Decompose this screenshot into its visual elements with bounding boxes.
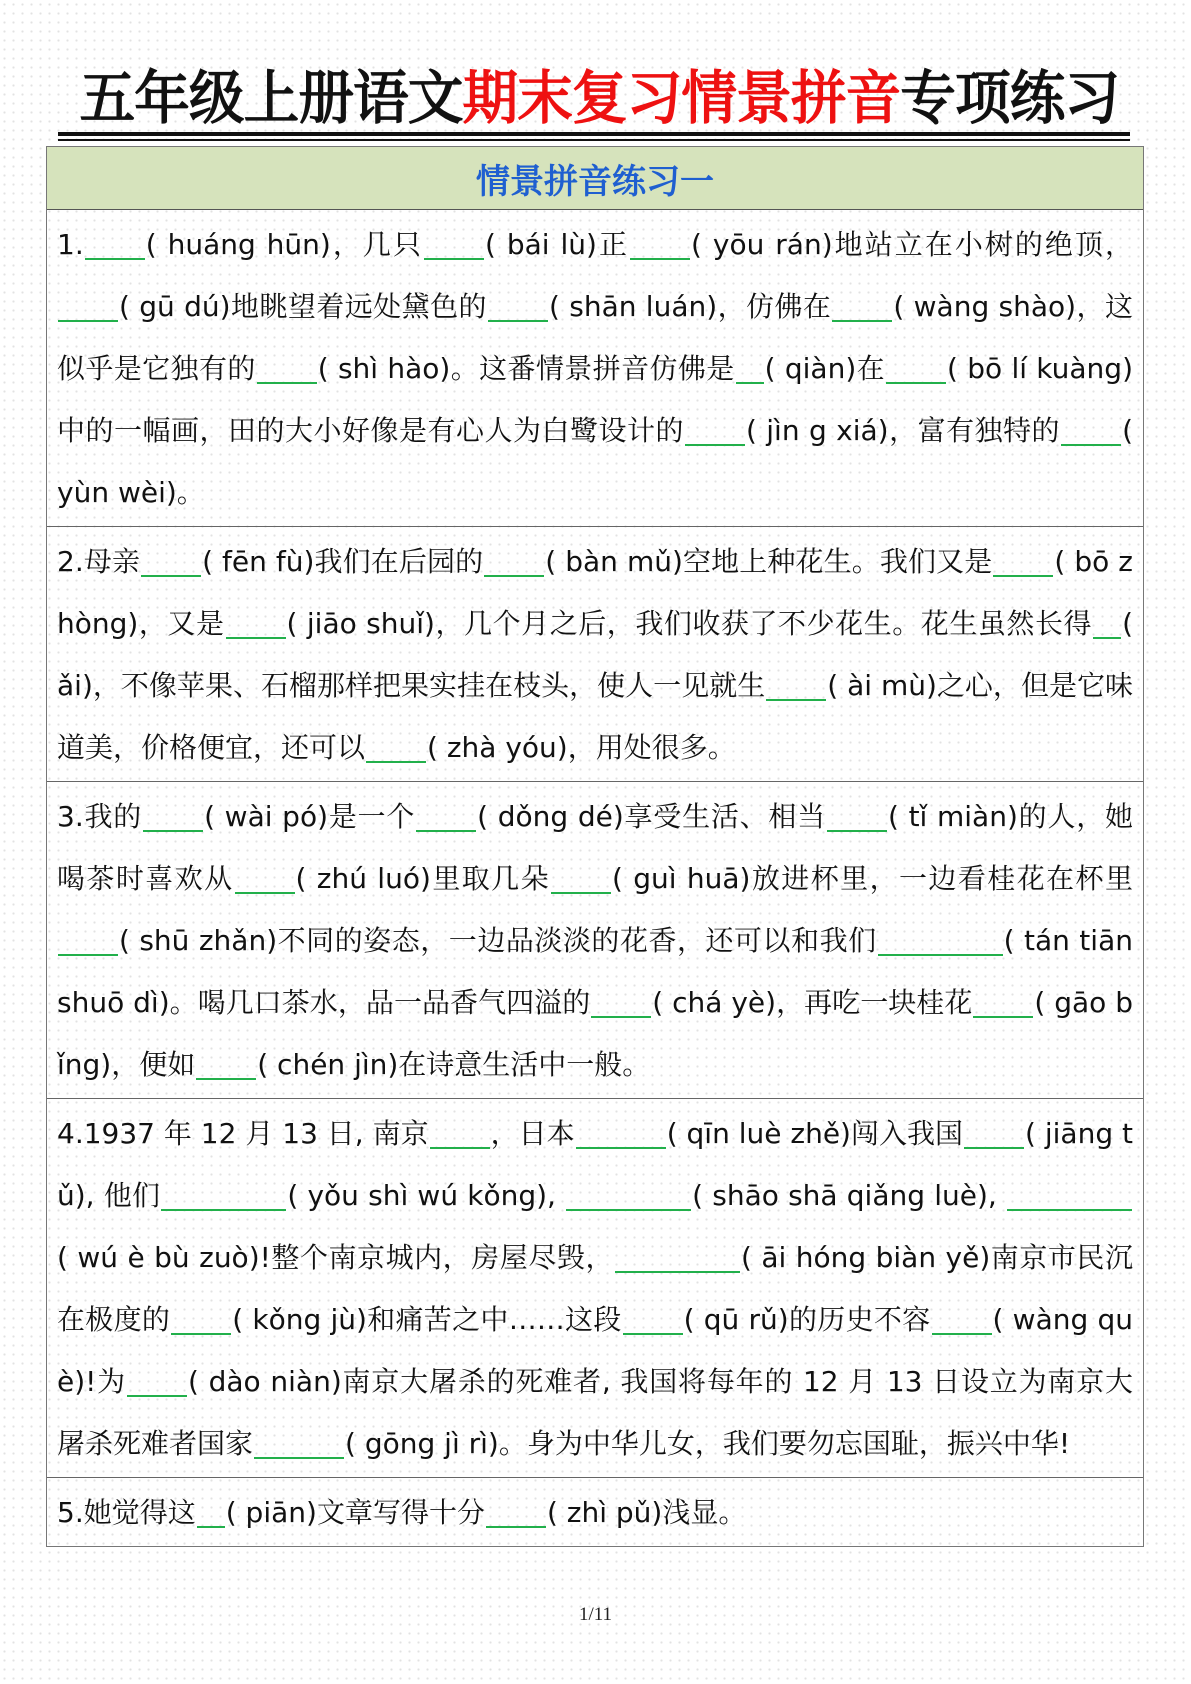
question-text: ( gū dú)地眺望着远处黛色的 bbox=[119, 290, 487, 323]
answer-blank[interactable] bbox=[141, 547, 201, 577]
answer-blank[interactable] bbox=[1093, 609, 1121, 639]
answer-blank[interactable] bbox=[486, 1498, 546, 1528]
question-number: 5. bbox=[57, 1496, 84, 1529]
title-grade-subject: 五年级上册语文 bbox=[79, 64, 463, 132]
answer-blank[interactable] bbox=[551, 864, 611, 894]
title-underline-thick bbox=[58, 132, 1130, 136]
question-text: ( ǎi)，不像苹果、石榴那样把果实挂在枝头，使人一见就生 bbox=[57, 607, 1134, 702]
answer-blank[interactable] bbox=[932, 1305, 992, 1335]
answer-blank[interactable] bbox=[1061, 416, 1121, 446]
question-text: ( jìn g xiá)，富有独特的 bbox=[745, 414, 1061, 447]
page-title bbox=[58, 64, 1130, 132]
title-highlight: 期末复习情景拼音 bbox=[462, 64, 901, 132]
question-text: 母亲 bbox=[83, 545, 141, 578]
question-text: 她觉得这 bbox=[83, 1496, 196, 1529]
question-number: 2. bbox=[57, 545, 84, 578]
question-text: ( qīn luè zhě)闯入我国 bbox=[666, 1117, 964, 1150]
question-text: ( wàng shào)，这似乎是它独有的 bbox=[57, 290, 1133, 385]
question-text: ( zhà yóu)，用处很多。 bbox=[427, 731, 736, 764]
answer-blank[interactable] bbox=[127, 1367, 187, 1397]
answer-blank[interactable] bbox=[488, 292, 548, 322]
answer-blank[interactable] bbox=[430, 1119, 490, 1149]
question-text: ( wú è bù zuò)!整个南京城内，房屋尽毁， bbox=[57, 1241, 614, 1274]
question-text: ( gōng jì rì)。身为中华儿女，我们要勿忘国耻，振兴中华! bbox=[345, 1427, 1071, 1460]
answer-blank[interactable] bbox=[827, 802, 887, 832]
question-5 bbox=[47, 1478, 1143, 1546]
question-number: 4. bbox=[57, 1117, 84, 1150]
answer-blank[interactable] bbox=[257, 354, 317, 384]
answer-blank[interactable] bbox=[197, 1498, 225, 1528]
question-text: ( jiāo shuǐ)，几个月之后，我们收获了不少花生。花生虽然长得 bbox=[286, 607, 1093, 640]
answer-blank[interactable] bbox=[591, 988, 651, 1018]
answer-blank[interactable] bbox=[973, 988, 1033, 1018]
exercise-table bbox=[46, 146, 1144, 1547]
question-text: ( tǐ miàn)的人，她喝茶时喜欢从 bbox=[57, 800, 1133, 895]
answer-blank[interactable] bbox=[235, 864, 295, 894]
question-text: ( chá yè)，再吃一块桂花 bbox=[652, 986, 973, 1019]
question-4 bbox=[47, 1099, 1143, 1478]
question-text: ( wàng què)!为 bbox=[57, 1303, 1133, 1398]
question-text: ( yǒu shì wú kǒng), bbox=[287, 1179, 566, 1212]
answer-blank[interactable] bbox=[171, 1305, 231, 1335]
title-suffix: 专项练习 bbox=[900, 64, 1120, 132]
answer-blank[interactable] bbox=[424, 230, 484, 260]
question-text: ( huáng hūn)，几只 bbox=[145, 228, 423, 261]
question-text: ( wài pó)是一个 bbox=[204, 800, 416, 833]
answer-blank[interactable] bbox=[58, 926, 118, 956]
answer-blank[interactable] bbox=[736, 354, 764, 384]
answer-blank[interactable] bbox=[630, 230, 690, 260]
page-number: 1/11 bbox=[578, 1604, 613, 1625]
question-text: ( zhú luó)里取几朵 bbox=[295, 862, 551, 895]
answer-blank[interactable] bbox=[1007, 1181, 1132, 1211]
answer-blank[interactable] bbox=[226, 609, 286, 639]
question-3 bbox=[47, 782, 1143, 1099]
question-text: ( bō zhòng)，又是 bbox=[57, 545, 1133, 640]
answer-blank[interactable] bbox=[254, 1429, 344, 1459]
answer-blank[interactable] bbox=[886, 354, 946, 384]
question-text: ( bō lí kuàng)中的一幅画，田的大小好像是有心人为白鹭设计的 bbox=[57, 352, 1133, 447]
question-text: ( yōu rán)地站立在小树的绝顶， bbox=[691, 228, 1134, 261]
answer-blank[interactable] bbox=[161, 1181, 286, 1211]
question-text: ( shū zhǎn)不同的姿态，一边品淡淡的花香，还可以和我们 bbox=[119, 924, 877, 957]
question-number: 1. bbox=[57, 228, 84, 261]
question-text: ( fēn fù)我们在后园的 bbox=[202, 545, 484, 578]
answer-blank[interactable] bbox=[766, 671, 826, 701]
answer-blank[interactable] bbox=[85, 230, 145, 260]
question-text: ( dǒng dé)享受生活、相当 bbox=[477, 800, 826, 833]
question-text: ( jiāng tǔ), 他们 bbox=[57, 1117, 1133, 1212]
question-text: ，日本 bbox=[490, 1117, 575, 1150]
answer-blank[interactable] bbox=[366, 733, 426, 763]
question-text: ( zhì pǔ)浅显。 bbox=[546, 1496, 747, 1529]
answer-blank[interactable] bbox=[416, 802, 476, 832]
answer-blank[interactable] bbox=[58, 292, 118, 322]
question-text: ( tán tiān shuō dì)。喝几口茶水，品一品香气四溢的 bbox=[57, 924, 1133, 1019]
answer-blank[interactable] bbox=[566, 1181, 691, 1211]
question-text: 1937 年 12 月 13 日, 南京 bbox=[83, 1117, 429, 1150]
title-underline-thin bbox=[58, 139, 1130, 141]
answer-blank[interactable] bbox=[993, 547, 1053, 577]
answer-blank[interactable] bbox=[832, 292, 892, 322]
question-text: ( piān)文章写得十分 bbox=[225, 1496, 485, 1529]
answer-blank[interactable] bbox=[623, 1305, 683, 1335]
answer-blank[interactable] bbox=[576, 1119, 666, 1149]
question-text: ( bàn mǔ)空地上种花生。我们又是 bbox=[545, 545, 993, 578]
question-text: ( bái lù)正 bbox=[485, 228, 630, 261]
question-text: ( dào niàn)南京大屠杀的死难者, 我国将每年的 12 月 13 日设立为南京大屠杀死难者国家 bbox=[57, 1365, 1133, 1460]
question-text: ( ài mù)之心，但是它味道美，价格便宜，还可以 bbox=[57, 669, 1133, 764]
question-text: ( kǒng jù)和痛苦之中……这段 bbox=[232, 1303, 622, 1336]
question-text: ( qiàn)在 bbox=[764, 352, 886, 385]
answer-blank[interactable] bbox=[143, 802, 203, 832]
answer-blank[interactable] bbox=[878, 926, 1003, 956]
question-text: ( guì huā)放进杯里，一边看桂花在杯里 bbox=[612, 862, 1133, 895]
question-1 bbox=[47, 210, 1143, 527]
question-text: ( qū rǔ)的历史不容 bbox=[683, 1303, 931, 1336]
answer-blank[interactable] bbox=[685, 416, 745, 446]
answer-blank[interactable] bbox=[615, 1243, 740, 1273]
question-text: ( gāo bǐng)，便如 bbox=[57, 986, 1133, 1081]
question-text: 我的 bbox=[83, 800, 143, 833]
answer-blank[interactable] bbox=[964, 1119, 1024, 1149]
answer-blank[interactable] bbox=[484, 547, 544, 577]
question-text: ( shì hào)。这番情景拼音仿佛是 bbox=[317, 352, 735, 385]
answer-blank[interactable] bbox=[196, 1050, 256, 1080]
question-text: ( āi hóng biàn yě)南京市民沉在极度的 bbox=[57, 1241, 1133, 1336]
question-number: 3. bbox=[57, 800, 84, 833]
section-header: 情景拼音练习一 bbox=[47, 147, 1143, 210]
question-text: ( chén jìn)在诗意生活中一般。 bbox=[257, 1048, 651, 1081]
question-text: ( yùn wèi)。 bbox=[57, 414, 1133, 509]
question-text: ( shāo shā qiǎng luè), bbox=[692, 1179, 1006, 1212]
question-text: ( shān luán)，仿佛在 bbox=[548, 290, 832, 323]
question-2 bbox=[47, 527, 1143, 782]
